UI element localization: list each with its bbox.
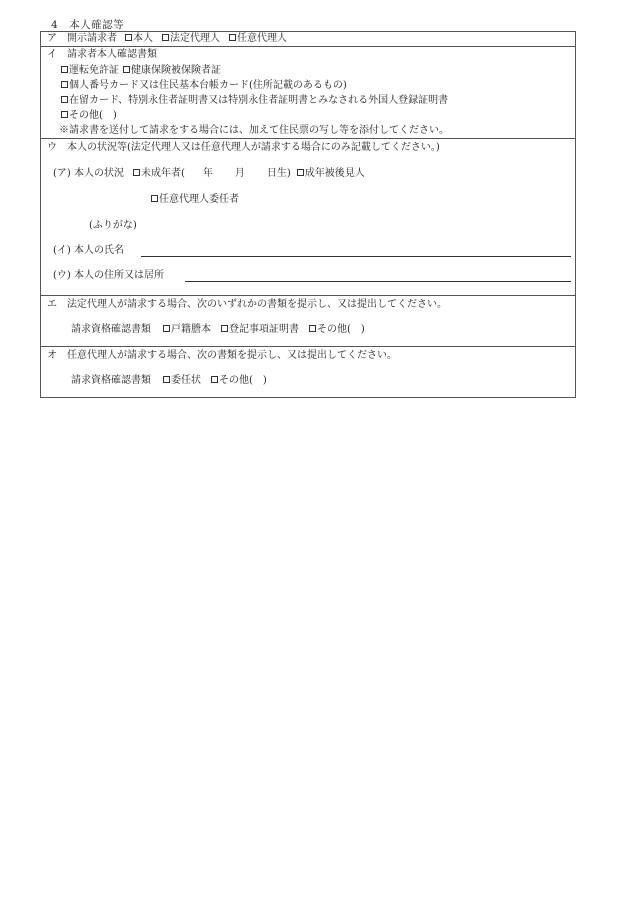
legal-agent-docs-section: [41, 295, 575, 347]
voluntary-docs-heading: 請求資格確認書類: [71, 375, 151, 386]
id-docs-row-1: [61, 65, 221, 77]
power-of-attorney-checkbox[interactable]: [163, 376, 170, 383]
minor-checkbox[interactable]: [133, 169, 140, 176]
voluntary-agent-docs-label: オ 任意代理人が請求する場合、次の書類を提示し、又は提出してください。: [47, 350, 397, 361]
legal-docs-heading: 請求資格確認書類: [71, 324, 151, 335]
voluntary-other-checkbox[interactable]: [211, 376, 218, 383]
delegator-row: [151, 194, 239, 206]
principal-status-label: ウ 本人の状況等(法定代理人又は任意代理人が請求する場合にのみ記載してください。): [47, 142, 440, 153]
principal-name-label-text: (イ) 本人の氏名: [53, 245, 124, 256]
residence-card-checkbox[interactable]: [61, 96, 68, 103]
id-documents-section: [41, 46, 575, 139]
voluntary-agent-checkbox[interactable]: [229, 34, 236, 41]
agent-delegator-option: 任意代理人委任者: [159, 194, 239, 205]
power-of-attorney-option: 委任状: [171, 375, 201, 386]
legal-agent-docs-row: [71, 324, 365, 336]
id-docs-row-4: [61, 110, 117, 122]
adult-guardian-checkbox[interactable]: [297, 169, 304, 176]
requester-label: ア 開示請求者: [47, 33, 117, 44]
health-insurance-option: 健康保険被保険者証: [131, 65, 221, 76]
legal-agent-checkbox[interactable]: [162, 34, 169, 41]
principal-address-label: (ウ) 本人の住所又は居所: [53, 270, 164, 281]
other-id-checkbox[interactable]: [61, 111, 68, 118]
voluntary-agent-option: 任意代理人: [237, 33, 287, 44]
self-option: 本人: [133, 33, 153, 44]
id-documents-label: イ 請求者本人確認書類: [47, 49, 157, 60]
principal-status-row: [53, 168, 365, 180]
legal-agent-option: 法定代理人: [170, 33, 220, 44]
legal-agent-docs-label: エ 法定代理人が請求する場合、次のいずれかの書類を提示し、又は提出してください。: [47, 299, 447, 310]
adult-guardian-option: 成年被後見人: [304, 168, 365, 179]
legal-other-checkbox[interactable]: [309, 325, 316, 332]
other-id-option: その他( ): [69, 110, 117, 121]
principal-address-field[interactable]: [185, 281, 571, 282]
mynumber-card-checkbox[interactable]: [61, 81, 68, 88]
self-checkbox[interactable]: [125, 34, 132, 41]
minor-option: 未成年者(: [140, 168, 185, 179]
legal-other-option: その他( ): [317, 324, 365, 335]
drivers-license-checkbox[interactable]: [61, 66, 68, 73]
identity-verification-form: [40, 31, 576, 398]
section-title: 4 本人確認等: [51, 19, 125, 31]
voluntary-other-option: その他( ): [219, 375, 267, 386]
drivers-license-option: 運転免許証: [69, 65, 119, 76]
agent-delegator-checkbox[interactable]: [151, 195, 158, 202]
registry-certificate-checkbox[interactable]: [221, 325, 228, 332]
id-docs-row-3: [61, 95, 448, 107]
principal-status-section: [41, 138, 575, 296]
mail-note: ※請求書を送付して請求をする場合には、加えて住民票の写し等を添付してください。: [59, 125, 449, 136]
family-register-option: 戸籍謄本: [171, 324, 211, 335]
furigana-label: (ふりがな): [89, 220, 137, 231]
health-insurance-checkbox[interactable]: [123, 66, 130, 73]
registry-certificate-option: 登記事項証明書: [229, 324, 299, 335]
mynumber-card-option: 個人番号カード又は住民基本台帳カード(住所記載のあるもの): [69, 80, 347, 91]
principal-name-field[interactable]: [141, 256, 571, 257]
id-docs-row-2: [61, 80, 347, 92]
requester-row: [47, 33, 287, 45]
voluntary-agent-docs-section: [41, 346, 575, 399]
residence-card-option: 在留カード、特別永住者証明書又は特別永住者証明書とみなされる外国人登録証明書: [69, 95, 449, 106]
status-label: (ア) 本人の状況: [53, 168, 124, 179]
birth-year-unit: 年: [202, 168, 213, 179]
birth-month-unit: 月: [234, 168, 245, 179]
family-register-checkbox[interactable]: [163, 325, 170, 332]
birth-day-unit: 日生): [266, 168, 291, 179]
voluntary-agent-docs-row: [71, 375, 267, 387]
